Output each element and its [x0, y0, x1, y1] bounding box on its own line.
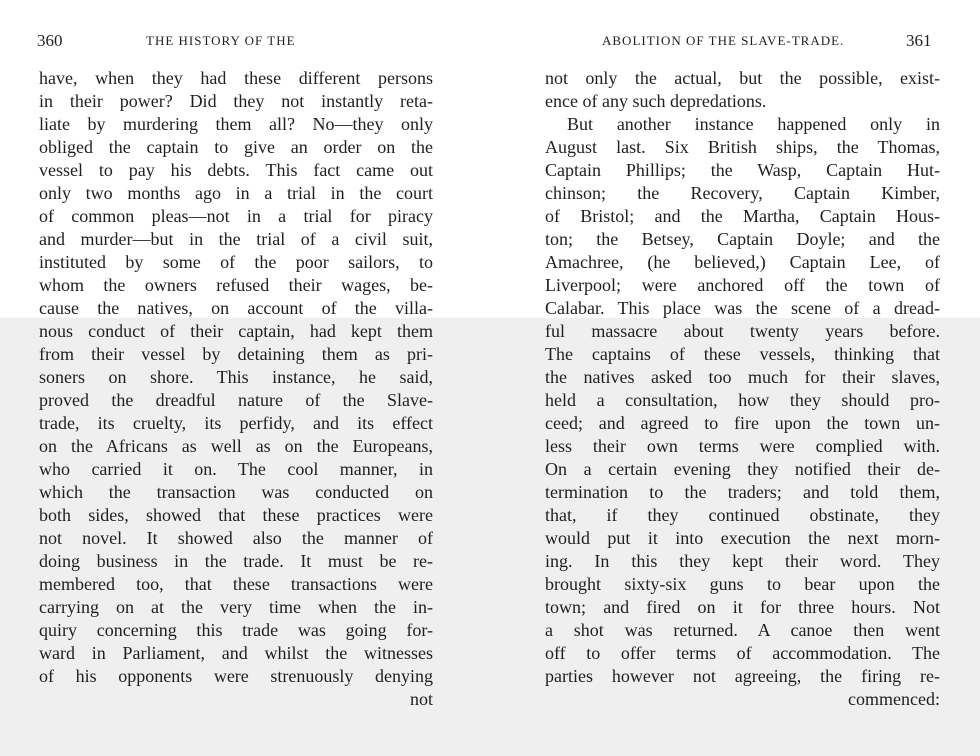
- text-line: off to offer terms of accommodation. The: [545, 643, 940, 663]
- text-line: vessel to pay his debts. This fact came out: [39, 160, 433, 180]
- text-line: Amachree, (he believed,) Captain Lee, of: [545, 252, 940, 272]
- text-line: brought sixty-six guns to bear upon the: [545, 574, 940, 594]
- text-line: On a certain evening they notified their de-: [545, 459, 940, 479]
- text-line: ward in Parliament, and whilst the witnesses: [39, 643, 433, 663]
- catchword: commenced:: [848, 689, 940, 709]
- left-text-block: [39, 67, 433, 711]
- text-line: cause the natives, on account of the villa-: [39, 298, 433, 318]
- left-running-head: THE HISTORY OF THE: [146, 33, 296, 48]
- right-page: [490, 0, 980, 756]
- text-line: the natives asked too much for their slaves,: [545, 367, 940, 387]
- text-line: trade, its cruelty, its perfidy, and its effect: [39, 413, 433, 433]
- right-text-block: [545, 67, 940, 711]
- text-line: who carried it on. The cool manner, in: [39, 459, 433, 479]
- text-line: ful massacre about twenty years before.: [545, 321, 940, 341]
- text-line: which the transaction was conducted on: [39, 482, 433, 502]
- text-line: that, if they continued obstinate, they: [545, 505, 940, 525]
- text-line: of common pleas—not in a trial for piracy: [39, 206, 433, 226]
- text-line: parties however not agreeing, the firing re-: [545, 666, 940, 686]
- text-line: ceed; and agreed to fire upon the town un-: [545, 413, 940, 433]
- text-line: in their power? Did they not instantly reta-: [39, 91, 433, 111]
- text-line: proved the dreadful nature of the Slave-: [39, 390, 433, 410]
- text-line: whom the owners refused their wages, be-: [39, 275, 433, 295]
- right-running-head: ABOLITION OF THE SLAVE-TRADE.: [602, 33, 845, 48]
- text-line: chinson; the Recovery, Captain Kimber,: [545, 183, 940, 203]
- text-line: soners on shore. This instance, he said,: [39, 367, 433, 387]
- text-line: ing. In this they kept their word. They: [545, 551, 940, 571]
- left-page-number: 360: [37, 31, 63, 50]
- text-line: town; and fired on it for three hours. Not: [545, 597, 940, 617]
- left-page: [0, 0, 480, 756]
- text-line: ence of any such depredations.: [545, 91, 767, 111]
- text-line: have, when they had these different persons: [39, 68, 433, 88]
- text-line: and murder—but in the trial of a civil suit,: [39, 229, 433, 249]
- text-line: held a consultation, how they should pro-: [545, 390, 940, 410]
- text-line: termination to the traders; and told them,: [545, 482, 940, 502]
- text-line: nous conduct of their captain, had kept them: [39, 321, 433, 341]
- text-line: carrying on at the very time when the in-: [39, 597, 433, 617]
- text-line: ton; the Betsey, Captain Doyle; and the: [545, 229, 940, 249]
- text-line: August last. Six British ships, the Thomas,: [545, 137, 940, 157]
- text-line: obliged the captain to give an order on the: [39, 137, 433, 157]
- text-line: quiry concerning this trade was going for-: [39, 620, 433, 640]
- text-line: not novel. It showed also the manner of: [39, 528, 433, 548]
- text-line: The captains of these vessels, thinking that: [545, 344, 940, 364]
- text-line: only two months ago in a trial in the court: [39, 183, 433, 203]
- catchword: not: [409, 689, 433, 709]
- text-line: Calabar. This place was the scene of a dread-: [545, 298, 940, 318]
- text-line: a shot was returned. A canoe then went: [545, 620, 940, 640]
- text-line: membered too, that these transactions were: [39, 574, 433, 594]
- right-page-number: 361: [906, 31, 932, 50]
- text-line: Captain Phillips; the Wasp, Captain Hut-: [545, 160, 940, 180]
- text-line: both sides, showed that these practices were: [39, 505, 433, 525]
- text-line: from their vessel by detaining them as pri-: [39, 344, 433, 364]
- text-line: of Bristol; and the Martha, Captain Hous-: [545, 206, 940, 226]
- text-line: Liverpool; were anchored off the town of: [545, 275, 940, 295]
- text-line: would put it into execution the next morn-: [545, 528, 940, 548]
- text-line: on the Africans as well as on the Europeans,: [39, 436, 433, 456]
- text-line: instituted by some of the poor sailors, to: [39, 252, 433, 272]
- text-line: liate by murdering them all? No—they only: [39, 114, 433, 134]
- text-line: doing business in the trade. It must be re-: [39, 551, 433, 571]
- text-line: of his opponents were strenuously denying: [39, 666, 433, 686]
- text-line: But another instance happened only in: [567, 114, 940, 134]
- text-line: less their own terms were complied with.: [545, 436, 940, 456]
- text-line: not only the actual, but the possible, exist-: [545, 68, 940, 88]
